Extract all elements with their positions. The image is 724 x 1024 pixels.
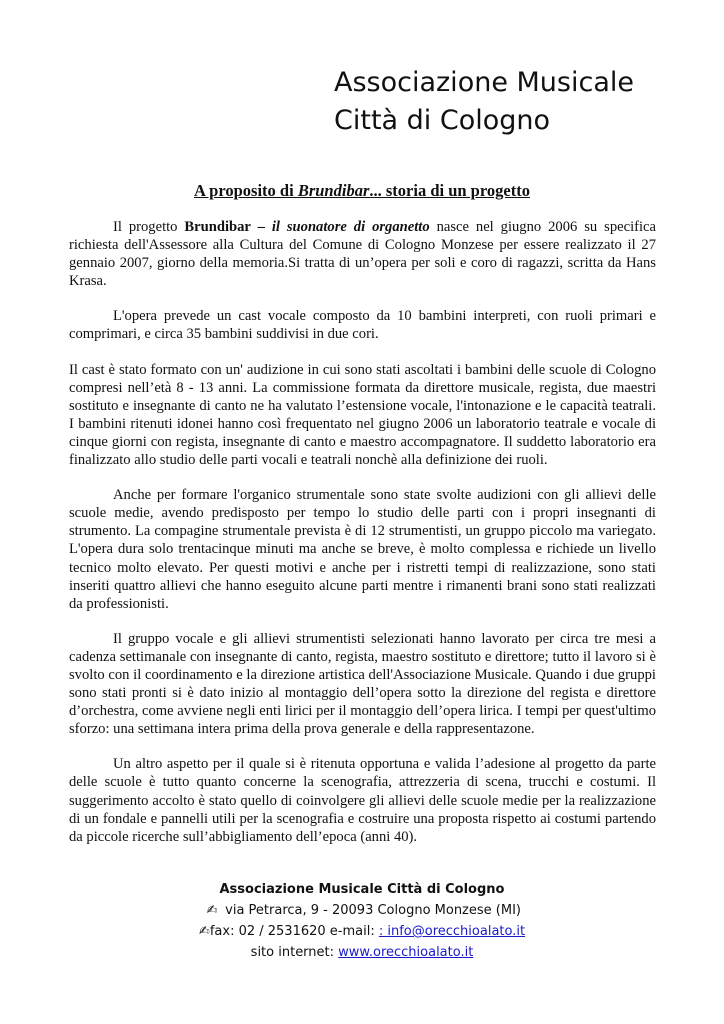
- paragraph-1: [69, 218, 656, 290]
- p1-dash: –: [250, 219, 272, 235]
- pen-icon: ✍: [206, 903, 218, 918]
- footer-organization: Associazione Musicale Città di Cologno: [219, 882, 505, 897]
- p1-bold-title: Brundibar: [184, 219, 251, 235]
- document-title: [0, 181, 724, 201]
- paragraph-6: Un altro aspetto per il quale si è ritenuta opportuna e valida l’adesione al progetto da parte delle scuole è tutto quanto concerne la scenografia, attrezzeria di scena, trucchi e costumi. Il suggerimento accolto è stato quello di coinvolgere gli allievi delle scuole medie per la realizzazione di un fondale e pannelli utili per la scenografia e costruire una proposta rispetto ai costumi partendo da piccole ricerche sull’abbigliamento dell’epoca (anni 40).: [69, 756, 656, 845]
- email-link[interactable]: : info@orecchioalato.it: [378, 924, 526, 939]
- pen-icon: ✍: [198, 924, 210, 939]
- footer-contact-line: [0, 921, 724, 942]
- footer-address: via Petrarca, 9 - 20093 Cologno Monzese (MI): [225, 903, 521, 918]
- footer-site-line: [0, 942, 724, 963]
- paragraph-4: Anche per formare l'organico strumentale sono state svolte audizioni con gli allievi delle scuole medie, avendo predisposto per tempo lo studio delle parti con i propri insegnanti di strumento. La compagine strumentale prevista è di 12 strumentisti, un gruppo piccolo ma variegato. L'opera dura solo trentacinque minuti ma anche se breve, è molto complessa e richiede un livello tecnico molto elevato. Per questi motivi e anche per i ristretti tempi di realizzazione, sono stati inseriti quattro allievi che hanno eseguito alcune parti mentre i rimanenti brani sono stati realizzati da professionisti.: [69, 487, 656, 612]
- letterhead: [334, 64, 634, 140]
- footer: [0, 879, 724, 963]
- footer-address-line: [0, 900, 724, 921]
- document-body: [69, 218, 656, 863]
- title-italic: Brundibar: [297, 181, 370, 200]
- footer-contact-prefix: fax: 02 / 2531620 e-mail:: [209, 924, 379, 939]
- title-suffix: ... storia di un progetto: [369, 181, 530, 200]
- footer-site-prefix: sito internet:: [250, 945, 339, 960]
- letterhead-line-2: Città di Cologno: [334, 105, 551, 136]
- p1-bold-italic-subtitle: il suonatore di organetto: [271, 219, 430, 235]
- p1-text-e: nasce nel giugno 2006 su specifica richiesta dell'Assessore alla Cultura del Comune di Cologno Monzese per essere realizzato il 27 gennaio 2007, giorno della memoria.Si tratta di un’opera per soli e coro di ragazzi, scritta da Hans Krasa.: [69, 219, 656, 290]
- p1-text-a: Il progetto: [113, 219, 185, 235]
- paragraph-5: Il gruppo vocale e gli allievi strumentisti selezionati hanno lavorato per circa tre mesi a cadenza settimanale con insegnante di canto, regista, maestro sostituto e direttore; tutto il lavoro si è svolto con il coordinamento e la direzione artistica dell'Associazione Musicale. Quando i due gruppi sono stati pronti si è dato inizio al montaggio dell’opera sotto la direzione del regista e direttore d’orchestra, come avviene negli enti lirici per il montaggio dell’opera lirica. I tempi per quest'ultimo sforzo: una settimana intera prima della prova generale e della rappresentazone.: [69, 630, 656, 738]
- paragraph-3: Il cast è stato formato con un' audizione in cui sono stati ascoltati i bambini delle scuole di Cologno compresi nell’età 8 - 13 anni. La commissione formata da direttore musicale, regista, due maestri sostituto e insegnante di canto ne ha valutato l’estensione vocale, l'intonazione e le capacità teatrali. I bambini ritenuti idonei hanno così frequentato nel giugno 2006 un laboratorio teatrale e vocale di cinque giorni con regista, insegnante di canto e maestro accompagnatore. Il suddetto laboratorio era finalizzato allo studio delle parti vocali e teatrali nonchè alla definizione dei ruoli.: [69, 361, 656, 469]
- title-prefix: A proposito di: [194, 181, 298, 200]
- website-link[interactable]: www.orecchioalato.it: [338, 945, 474, 960]
- paragraph-2: L'opera prevede un cast vocale composto da 10 bambini interpreti, con ruoli primari e comprimari, e circa 35 bambini suddivisi in due cori.: [69, 308, 656, 343]
- letterhead-line-1: Associazione Musicale: [334, 67, 634, 98]
